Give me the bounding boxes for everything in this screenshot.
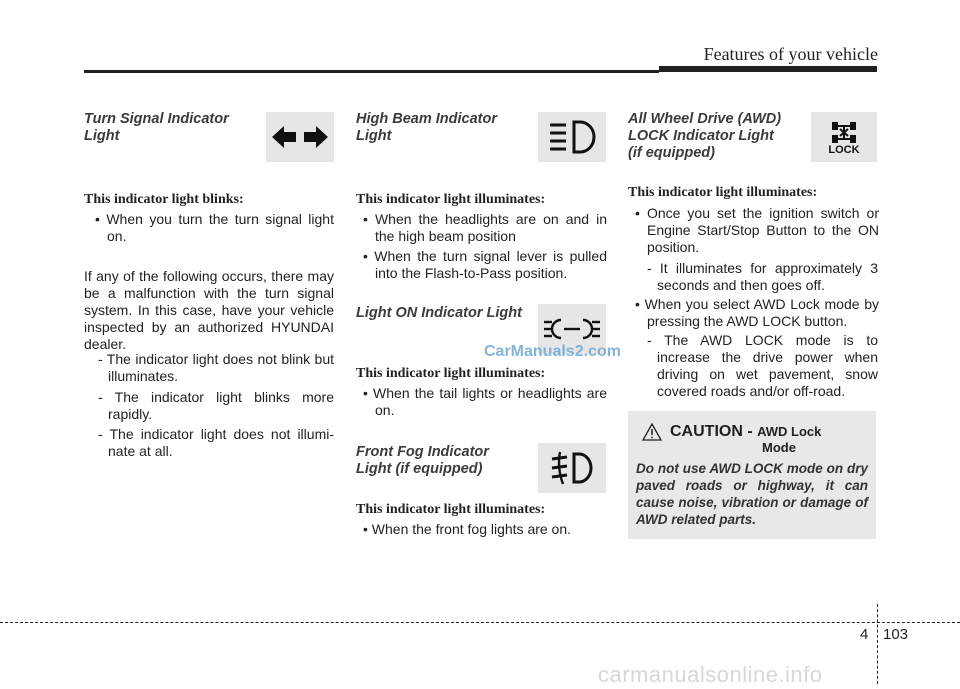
- awd-lock-icon-label: LOCK: [828, 143, 860, 156]
- footer-site: carmanualsonline.info: [598, 662, 823, 687]
- awd-lock-title: All Wheel Drive (AWD) LOCK Indicator Light (if equipped): [628, 111, 782, 161]
- front-fog-title: Front Fog Indicator Light (if equipped): [356, 444, 489, 477]
- light-on-intro: This indicator light illuminates:: [356, 366, 546, 381]
- caution-text: Do not use AWD LOCK mode on dry paved roads or highway, it can cause noise, vibration or damage of AWD related parts.: [636, 461, 868, 527]
- header-rule-thick: [659, 66, 877, 72]
- high-beam-icon: [538, 112, 606, 162]
- awd-lock-bullet: • When you select AWD Lock mode by pressing the AWD LOCK button.: [635, 296, 879, 329]
- turn-signal-dash: - The indicator light does not blink but illuminates.: [98, 351, 334, 384]
- footer-rule: [0, 622, 960, 623]
- front-fog-icon: [538, 443, 606, 493]
- light-on-bullet: • When the tail lights or headlights are on.: [363, 385, 607, 418]
- caution-subject-line2: Mode: [762, 440, 796, 455]
- high-beam-title: High Beam Indicator Light: [356, 111, 497, 144]
- footer-divider: [877, 604, 878, 684]
- awd-lock-dash: - The AWD LOCK mode is to increase the drive power when driving on wet pavement, snow covered roads and/or off-road.: [647, 332, 878, 399]
- turn-signal-title: Turn Signal Indicator Light: [84, 111, 229, 144]
- light-on-title: Light ON Indicator Light: [356, 305, 522, 321]
- warning-triangle-icon: [642, 423, 662, 441]
- turn-signal-paragraph: If any of the following occurs, there may be a malfunction with the turn signal system. In this case, have your vehicle inspected by an authorized HYUNDAI dealer.: [84, 268, 334, 352]
- front-fog-intro: This indicator light illuminates:: [356, 502, 546, 517]
- page-number: 103: [883, 626, 909, 643]
- high-beam-bullet: • When the headlights are on and in the high beam position: [363, 211, 608, 244]
- turn-signal-bullet: • When you turn the turn signal light on.: [95, 211, 334, 244]
- caution-label: CAUTION -: [670, 423, 758, 440]
- high-beam-bullet: • When the turn signal lever is pulled into the Flash-to-Pass position.: [363, 248, 607, 281]
- awd-lock-icon: [811, 112, 877, 162]
- turn-signal-dash: - The indicator light blinks more rapidly.: [98, 389, 334, 422]
- awd-lock-intro: This indicator light illuminates:: [628, 185, 818, 200]
- high-beam-intro: This indicator light illuminates:: [356, 192, 546, 207]
- running-header: Features of your vehicle: [703, 44, 878, 64]
- caution-heading: [670, 423, 821, 441]
- awd-lock-bullet: • Once you set the ignition switch or Engine Start/Stop Button to the ON position.: [635, 205, 879, 255]
- turn-signal-arrows-icon: [266, 112, 334, 162]
- front-fog-bullet: • When the front fog lights are on.: [363, 521, 572, 537]
- awd-lock-dash: - It illuminates for approximately 3 seconds and then goes off.: [647, 260, 878, 293]
- caution-subject: AWD Lock: [757, 424, 822, 439]
- turn-signal-dash: - The indicator light does not illumi-nate at all.: [98, 426, 334, 459]
- turn-signal-intro: This indicator light blinks:: [84, 192, 244, 207]
- header-rule: [84, 70, 659, 73]
- caution-box: [628, 411, 876, 539]
- chapter-number: 4: [860, 626, 869, 643]
- watermark: CarManuals2.com: [484, 343, 621, 360]
